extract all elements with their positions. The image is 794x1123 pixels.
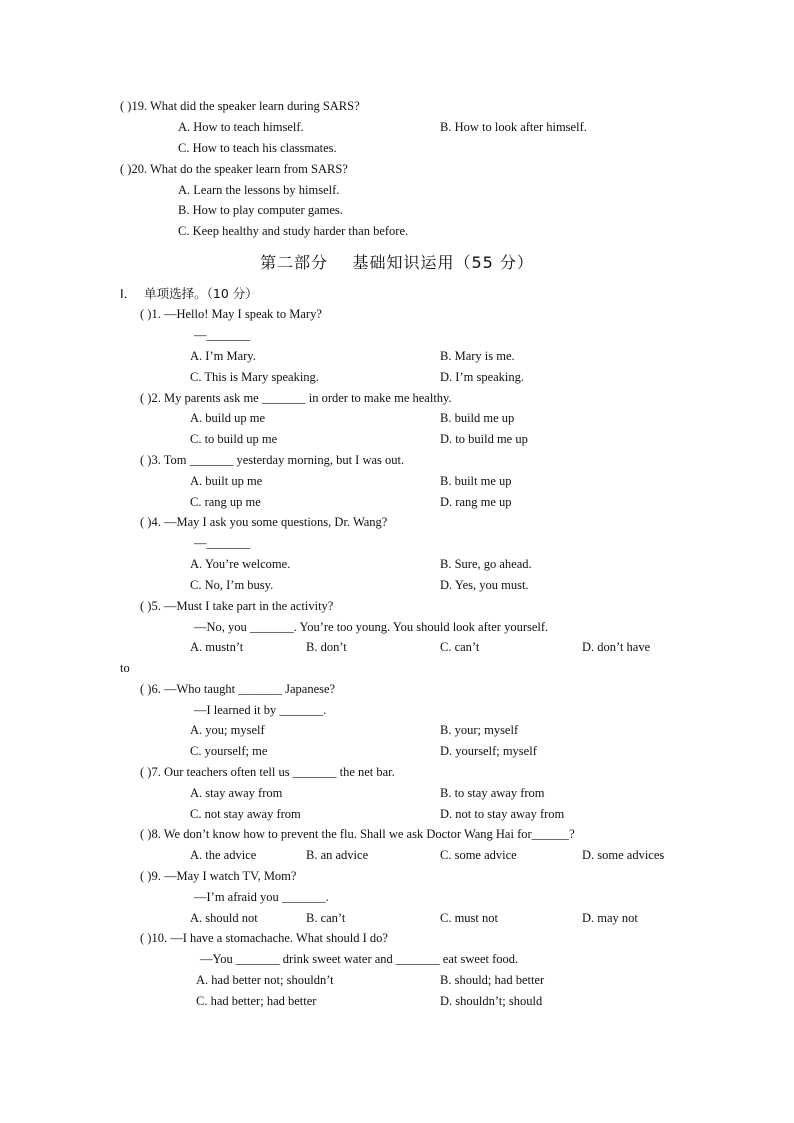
question-2-option-b: B. build me up <box>440 411 515 425</box>
question-7-option-a: A. stay away from <box>190 786 283 800</box>
question-9-option-b: B. can’t <box>306 911 346 925</box>
question-5-option-c: C. can’t <box>440 640 480 654</box>
question-8-option-a: A. the advice <box>190 848 257 862</box>
question-19-stem: ( )19. What did the speaker learn during SARS? <box>120 99 360 113</box>
question-4-stem: ( )4. —May I ask you some questions, Dr. Wang? <box>140 515 388 529</box>
question-1-option-b: B. Mary is me. <box>440 349 515 363</box>
question-3-option-c: C. rang up me <box>190 495 261 509</box>
question-20-option-a: A. Learn the lessons by himself. <box>178 183 340 197</box>
part-title: 第二部分 基础知识运用（55 分） <box>260 253 534 272</box>
question-3-option-d: D. rang me up <box>440 495 512 509</box>
question-4-option-c: C. No, I’m busy. <box>190 578 274 592</box>
question-4-option-b: B. Sure, go ahead. <box>440 557 532 571</box>
question-1-reply: —_______ <box>194 328 251 342</box>
question-7-option-d: D. not to stay away from <box>440 807 565 821</box>
question-3-option-b: B. built me up <box>440 474 512 488</box>
question-5-reply: —No, you _______. You’re too young. You should look after yourself. <box>194 620 549 634</box>
question-10-stem: ( )10. —I have a stomachache. What should I do? <box>140 931 388 945</box>
question-10-option-a: A. had better not; shouldn’t <box>196 973 334 987</box>
question-8-option-c: C. some advice <box>440 848 517 862</box>
question-9-option-d: D. may not <box>582 911 638 925</box>
section-title: Ⅰ． 单项选择。（10 分） <box>120 286 258 301</box>
question-6-option-a: A. you; myself <box>190 723 265 737</box>
question-20-stem: ( )20. What do the speaker learn from SARS? <box>120 162 348 176</box>
question-3-stem: ( )3. Tom _______ yesterday morning, but I was out. <box>140 453 405 467</box>
question-5-option-d-continued: to <box>120 661 130 675</box>
question-1-stem: ( )1. —Hello! May I speak to Mary? <box>140 307 322 321</box>
question-5-option-a: A. mustn’t <box>190 640 244 654</box>
question-2-option-c: C. to build up me <box>190 432 278 446</box>
question-9-reply: —I’m afraid you _______. <box>194 890 329 904</box>
question-9-stem: ( )9. —May I watch TV, Mom? <box>140 869 297 883</box>
question-6-option-b: B. your; myself <box>440 723 519 737</box>
question-2-stem: ( )2. My parents ask me _______ in order to make me healthy. <box>140 391 452 405</box>
question-5-option-d: D. don’t have <box>582 640 651 654</box>
question-7-option-c: C. not stay away from <box>190 807 301 821</box>
question-3-option-a: A. built up me <box>190 474 263 488</box>
question-20-option-c: C. Keep healthy and study harder than before. <box>178 224 409 238</box>
question-10-reply: —You _______ drink sweet water and _______ eat sweet food. <box>200 952 519 966</box>
question-9-option-c: C. must not <box>440 911 498 925</box>
question-2-option-d: D. to build me up <box>440 432 528 446</box>
question-5-stem: ( )5. —Must I take part in the activity? <box>140 599 334 613</box>
question-7-stem: ( )7. Our teachers often tell us _______ the net bar. <box>140 765 395 779</box>
question-19-option-a: A. How to teach himself. <box>178 120 304 134</box>
question-10-option-b: B. should; had better <box>440 973 545 987</box>
question-4-reply: —_______ <box>194 536 251 550</box>
question-2-option-a: A. build up me <box>190 411 265 425</box>
question-6-option-c: C. yourself; me <box>190 744 268 758</box>
question-5-option-b: B. don’t <box>306 640 347 654</box>
question-10-option-c: C. had better; had better <box>196 994 317 1008</box>
question-7-option-b: B. to stay away from <box>440 786 545 800</box>
question-1-option-c: C. This is Mary speaking. <box>190 370 319 384</box>
question-4-option-d: D. Yes, you must. <box>440 578 529 592</box>
question-6-option-d: D. yourself; myself <box>440 744 537 758</box>
question-19-option-c: C. How to teach his classmates. <box>178 141 337 155</box>
question-9-option-a: A. should not <box>190 911 258 925</box>
question-6-stem: ( )6. —Who taught _______ Japanese? <box>140 682 336 696</box>
question-1-option-a: A. I’m Mary. <box>190 349 256 363</box>
question-6-reply: —I learned it by _______. <box>194 703 327 717</box>
question-1-option-d: D. I’m speaking. <box>440 370 525 384</box>
question-8-option-b: B. an advice <box>306 848 369 862</box>
question-8-option-d: D. some advices <box>582 848 665 862</box>
question-20-option-b: B. How to play computer games. <box>178 203 343 217</box>
question-4-option-a: A. You’re welcome. <box>190 557 291 571</box>
question-19-option-b: B. How to look after himself. <box>440 120 587 134</box>
question-10-option-d: D. shouldn’t; should <box>440 994 543 1008</box>
question-8-stem: ( )8. We don’t know how to prevent the flu. Shall we ask Doctor Wang Hai for______? <box>140 827 575 841</box>
